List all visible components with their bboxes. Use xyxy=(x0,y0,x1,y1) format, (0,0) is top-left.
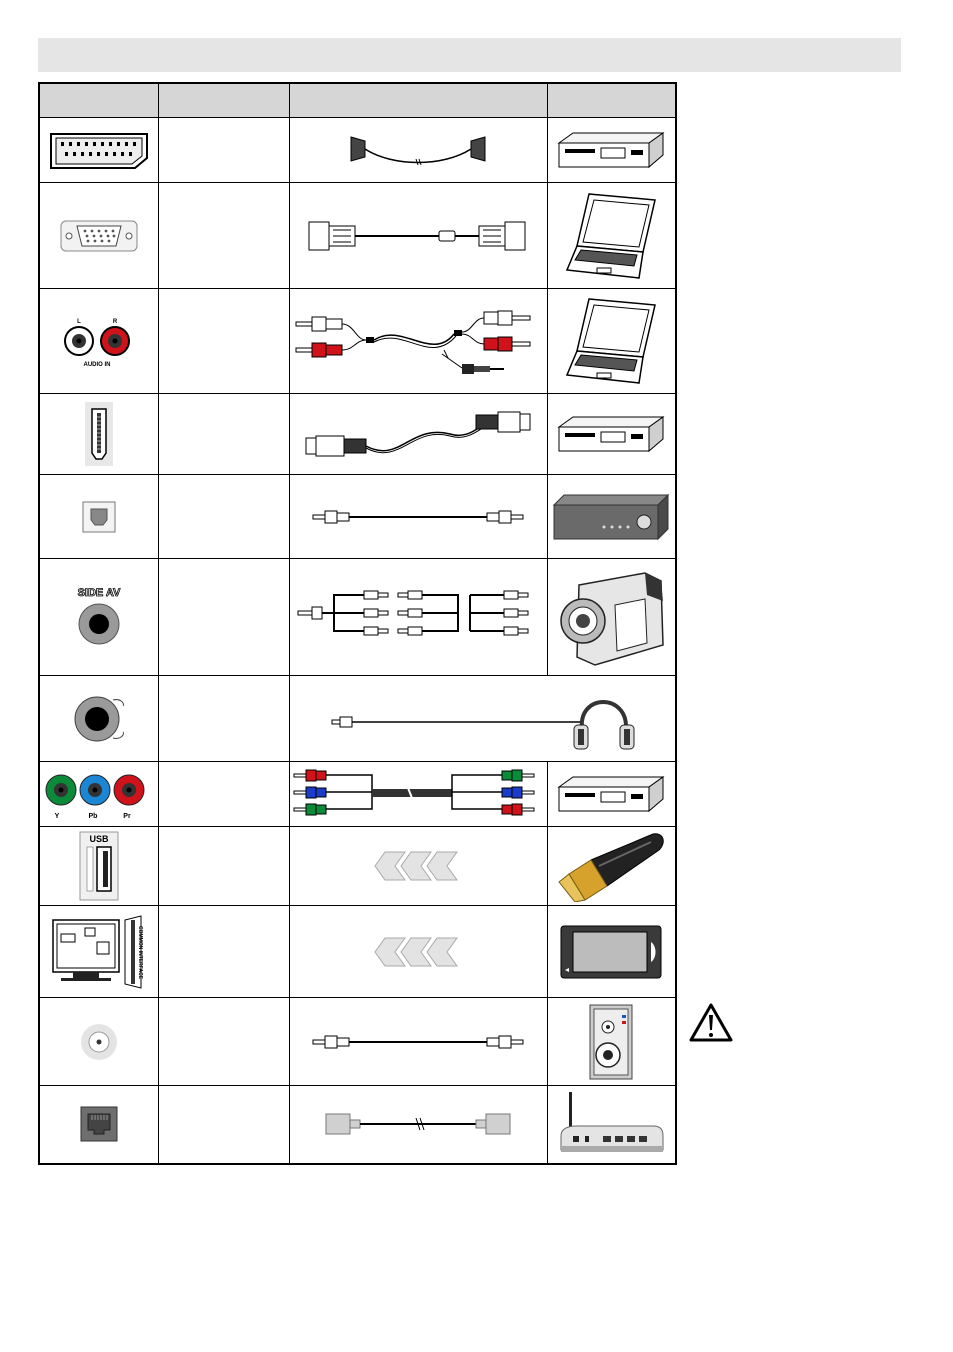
header-type xyxy=(158,83,289,118)
laptop-icon xyxy=(563,295,659,387)
usb-stick-icon xyxy=(555,830,667,902)
side-av-label: SIDE AV xyxy=(77,587,121,599)
table-row-common-interface xyxy=(39,906,676,998)
audio-amplifier-icon xyxy=(552,493,670,541)
table-row-audio-in xyxy=(39,289,676,394)
component-pr-label: Pr xyxy=(123,813,131,820)
ethernet-type-cell xyxy=(158,1086,289,1164)
vga-cable-icon xyxy=(303,216,533,256)
table-row-scart xyxy=(39,118,676,183)
usb-port-icon xyxy=(79,831,119,901)
scart-cable-icon xyxy=(343,127,493,173)
wireless-router-icon xyxy=(557,1090,665,1158)
headphone-cable-and-headphones-icon xyxy=(290,683,674,755)
dvd-recorder-icon xyxy=(557,415,665,453)
dvd-recorder-icon xyxy=(557,131,665,169)
component-y-label: Y xyxy=(54,813,60,820)
audio-rca-to-jack-cable-icon xyxy=(292,302,544,380)
component-socket-icon xyxy=(43,766,155,822)
audio-in-socket-icon xyxy=(59,313,139,369)
hdmi-cable-icon xyxy=(300,404,536,464)
headphone-type-cell xyxy=(158,676,289,762)
table-row-headphone xyxy=(39,676,676,762)
common-interface-label: COMMON INTERFACE xyxy=(136,925,143,979)
usb-label: USB xyxy=(89,834,109,844)
table-row-spdif xyxy=(39,475,676,559)
subwoofer-cable-icon xyxy=(311,1032,525,1052)
subwoofer-type-cell xyxy=(158,998,289,1086)
ethernet-cable-icon xyxy=(320,1108,516,1140)
scart-socket-icon xyxy=(47,128,151,172)
table-row-ethernet xyxy=(39,1086,676,1164)
usb-type-cell xyxy=(158,827,289,906)
camcorder-icon xyxy=(555,565,667,669)
component-type-cell xyxy=(158,762,289,827)
hdmi-type-cell xyxy=(158,394,289,475)
table-row-vga xyxy=(39,183,676,289)
section-header-bar xyxy=(38,38,901,72)
component-pb-label: Pb xyxy=(88,813,98,820)
common-interface-type-cell xyxy=(158,906,289,998)
connections-table xyxy=(38,82,677,1165)
audio-in-label: AUDIO IN xyxy=(83,362,111,368)
subwoofer-socket-icon xyxy=(79,1022,119,1062)
header-device xyxy=(547,83,676,118)
insert-direction-arrows-icon xyxy=(369,850,467,882)
subwoofer-speaker-icon xyxy=(588,1003,634,1081)
spdif-type-cell xyxy=(158,475,289,559)
headphone-socket-icon xyxy=(69,692,129,746)
vga-type-cell xyxy=(158,183,289,289)
table-row-hdmi xyxy=(39,394,676,475)
vga-socket-icon xyxy=(59,219,139,253)
optical-socket-icon xyxy=(81,500,117,534)
hdmi-socket-icon xyxy=(84,401,114,467)
header-cables xyxy=(289,83,547,118)
scart-type-cell xyxy=(158,118,289,183)
table-row-usb xyxy=(39,827,676,906)
table-row-component xyxy=(39,762,676,827)
side-av-cable-icon xyxy=(294,585,542,649)
table-header-row xyxy=(39,83,676,118)
audio-r-label: R xyxy=(112,319,117,325)
coaxial-cable-icon xyxy=(311,507,525,527)
audio-in-type-cell xyxy=(158,289,289,394)
table-row-side-av xyxy=(39,559,676,676)
ethernet-port-icon xyxy=(80,1106,118,1142)
ci-module-card-icon xyxy=(559,924,663,980)
tv-back-common-interface-icon xyxy=(51,914,147,990)
dvd-recorder-icon xyxy=(557,775,665,813)
side-av-socket-icon xyxy=(69,584,129,650)
warning-icon xyxy=(688,1002,734,1044)
laptop-icon xyxy=(563,190,659,282)
side-av-type-cell xyxy=(158,559,289,676)
component-cable-icon xyxy=(292,767,544,821)
table-row-subwoofer xyxy=(39,998,676,1086)
audio-l-label: L xyxy=(76,319,81,325)
insert-direction-arrows-icon xyxy=(369,936,467,968)
header-connector xyxy=(39,83,158,118)
